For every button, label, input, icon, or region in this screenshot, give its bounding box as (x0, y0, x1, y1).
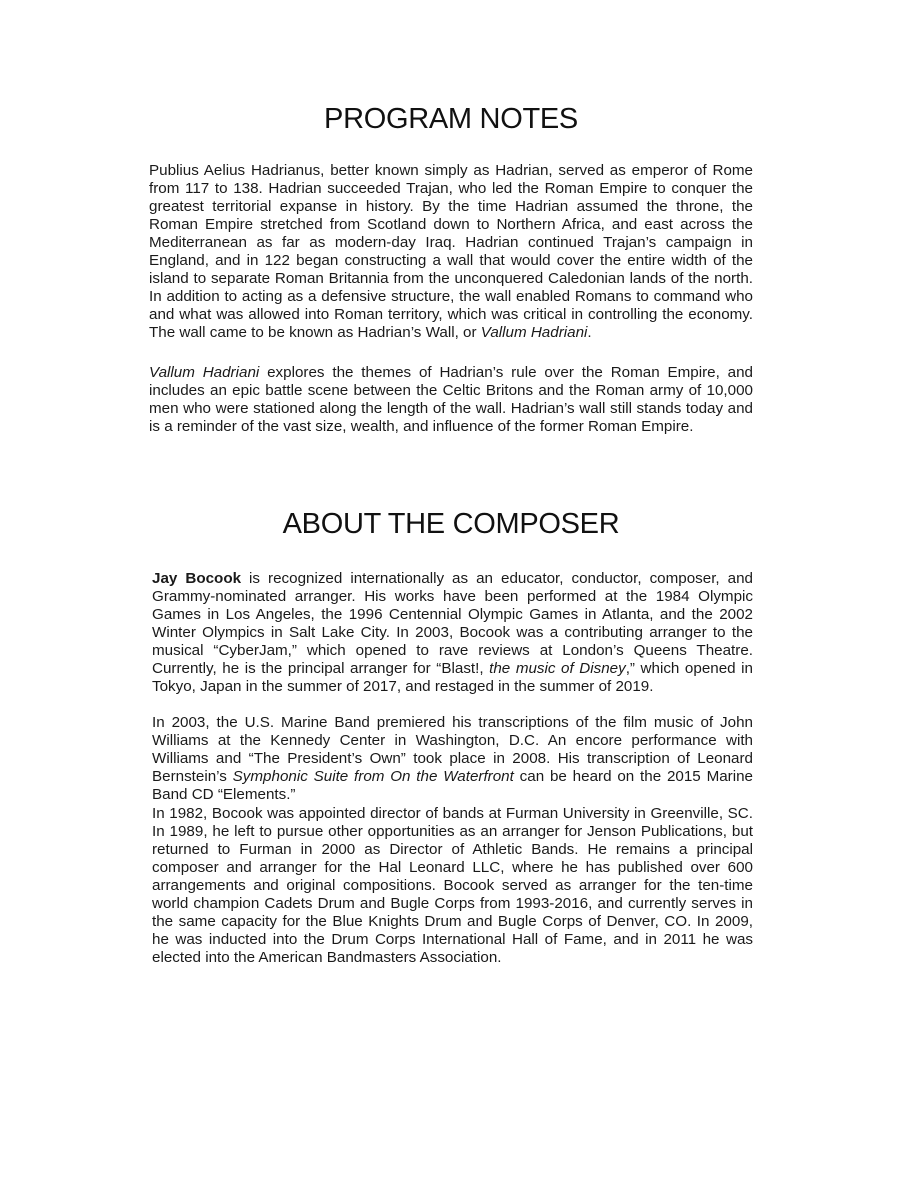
program-notes-paragraph-2 (149, 364, 753, 436)
program-notes-p2-text: explores the themes of Hadrian’s rule over the Roman Empire, and includes an epic battle scene between the Celtic Britons and the Roman army of 10,000 men who were stationed along the length of the wall. Hadrian’s wall still stands today and is a reminder of the vast size, wealth, and influence of the former Roman Empire. (149, 364, 754, 435)
about-composer-paragraph-1 (152, 570, 753, 696)
about-composer-heading: ABOUT THE COMPOSER (282, 508, 620, 540)
program-notes-paragraph-1 (149, 162, 753, 342)
composer-name: Jay Bocook (152, 570, 242, 587)
about-composer-p1-end: ,” which opened in Tokyo, Japan in the summer of 2017, and restaged in the summer of 2019. (152, 660, 753, 695)
about-composer-p1-text: is recognized internationally as an educator, conductor, composer, and Grammy-nominated arranger. His works have been performed at the 1984 Olympic Games in Los Angeles, the 1996 Centennial Olympic Games in Atlanta, and the 2002 Winter Olympics in Salt Lake City. In 2003, Bocook was a contributing arranger to the musical “CyberJam,” which opened to rave reviews at London’s Queens Theatre. Currently, he is the principal arranger for “Blast!, (152, 570, 753, 677)
program-notes-heading: PROGRAM NOTES (324, 103, 578, 135)
program-notes-p1-italic: Vallum Hadriani (480, 324, 588, 341)
about-composer-paragraph-3 (152, 805, 753, 967)
program-notes-p1-end: . (587, 324, 592, 341)
about-composer-p2-italic: Symphonic Suite from On the Waterfront (232, 768, 514, 785)
program-notes-p2-italic: Vallum Hadriani (149, 364, 260, 381)
about-composer-p2-end: can be heard on the 2015 Marine Band CD “Elements.” (152, 768, 753, 803)
about-composer-p2-text: In 2003, the U.S. Marine Band premiered his transcriptions of the film music of John Williams at the Kennedy Center in Washington, D.C. An encore performance with Williams and “The President’s Own” took place in 2008. His transcription of Leonard Bernstein’s (152, 714, 753, 785)
program-notes-p1-text: Publius Aelius Hadrianus, better known simply as Hadrian, served as emperor of Rome from 117 to 138. Hadrian succeeded Trajan, who led the Roman Empire to conquer the greatest territorial expanse in history. By the time Hadrian assumed the throne, the Roman Empire stretched from Scotland down to Northern Africa, and east across the Mediterranean as far as modern-day Iraq. Hadrian continued Trajan’s campaign in England, and in 122 began constructing a wall that would cover the entire width of the island to separate Roman Britannia from the unconquered Caledonian lands of the north. In addition to acting as a defensive structure, the wall enabled Romans to command who and what was allowed into Roman territory, which was critical in controlling the economy. The wall came to be known as Hadrian’s Wall, or (149, 162, 753, 341)
about-composer-p1-italic: the music of Disney (489, 660, 626, 677)
about-composer-p3-text: In 1982, Bocook was appointed director of bands at Furman University in Greenville, SC. In 1989, he left to pursue other opportunities as an arranger for Jenson Publications, but returned to Furman in 2000 as Director of Athletic Bands. He remains a principal composer and arranger for the Hal Leonard LLC, where he has published over 600 arrangements and original compositions. Bocook served as arranger for the ten-time world champion Cadets Drum and Bugle Corps from 1993-2016, and currently serves in the same capacity for the Blue Knights Drum and Bugle Corps of Denver, CO. In 2009, he was inducted into the Drum Corps International Hall of Fame, and in 2011 he was elected into the American Bandmasters Association. (152, 805, 753, 966)
about-composer-paragraph-2 (152, 714, 753, 804)
